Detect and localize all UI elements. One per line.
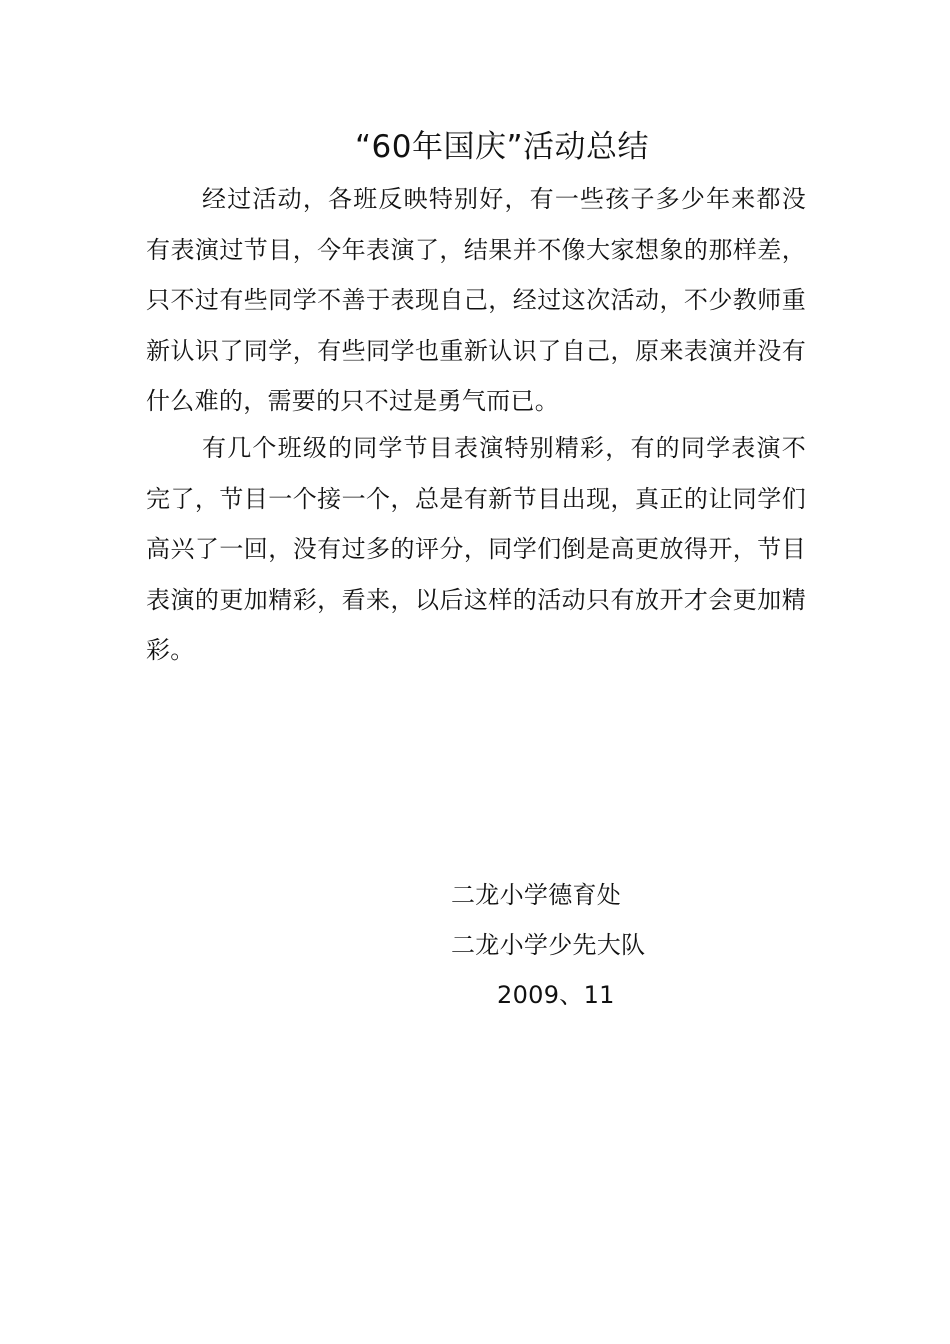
signature-date: 2009、11 bbox=[497, 981, 615, 1009]
signature-team: 二龙小学少先大队 bbox=[451, 931, 646, 959]
document-title: “60年国庆”活动总结 bbox=[354, 129, 650, 165]
signature-dept: 二龙小学德育处 bbox=[451, 881, 622, 909]
paragraph-1: 经过活动，各班反映特别好，有一些孩子多少年来都没有表演过节目，今年表演了，结果并不像大家想象的那样差，只不过有些同学不善于表现自己，经过这次活动，不少教师重新认识了同学，有些同学也重新认识了自己，原来表演并没有什么难的，需要的只不过是勇气而已。 bbox=[146, 185, 806, 415]
paragraph-2: 有几个班级的同学节目表演特别精彩，有的同学表演不完了，节目一个接一个，总是有新节目出现，真正的让同学们高兴了一回，没有过多的评分，同学们倒是高更放得开，节目表演的更加精彩，看来，以后这样的活动只有放开才会更加精彩。 bbox=[146, 434, 806, 664]
